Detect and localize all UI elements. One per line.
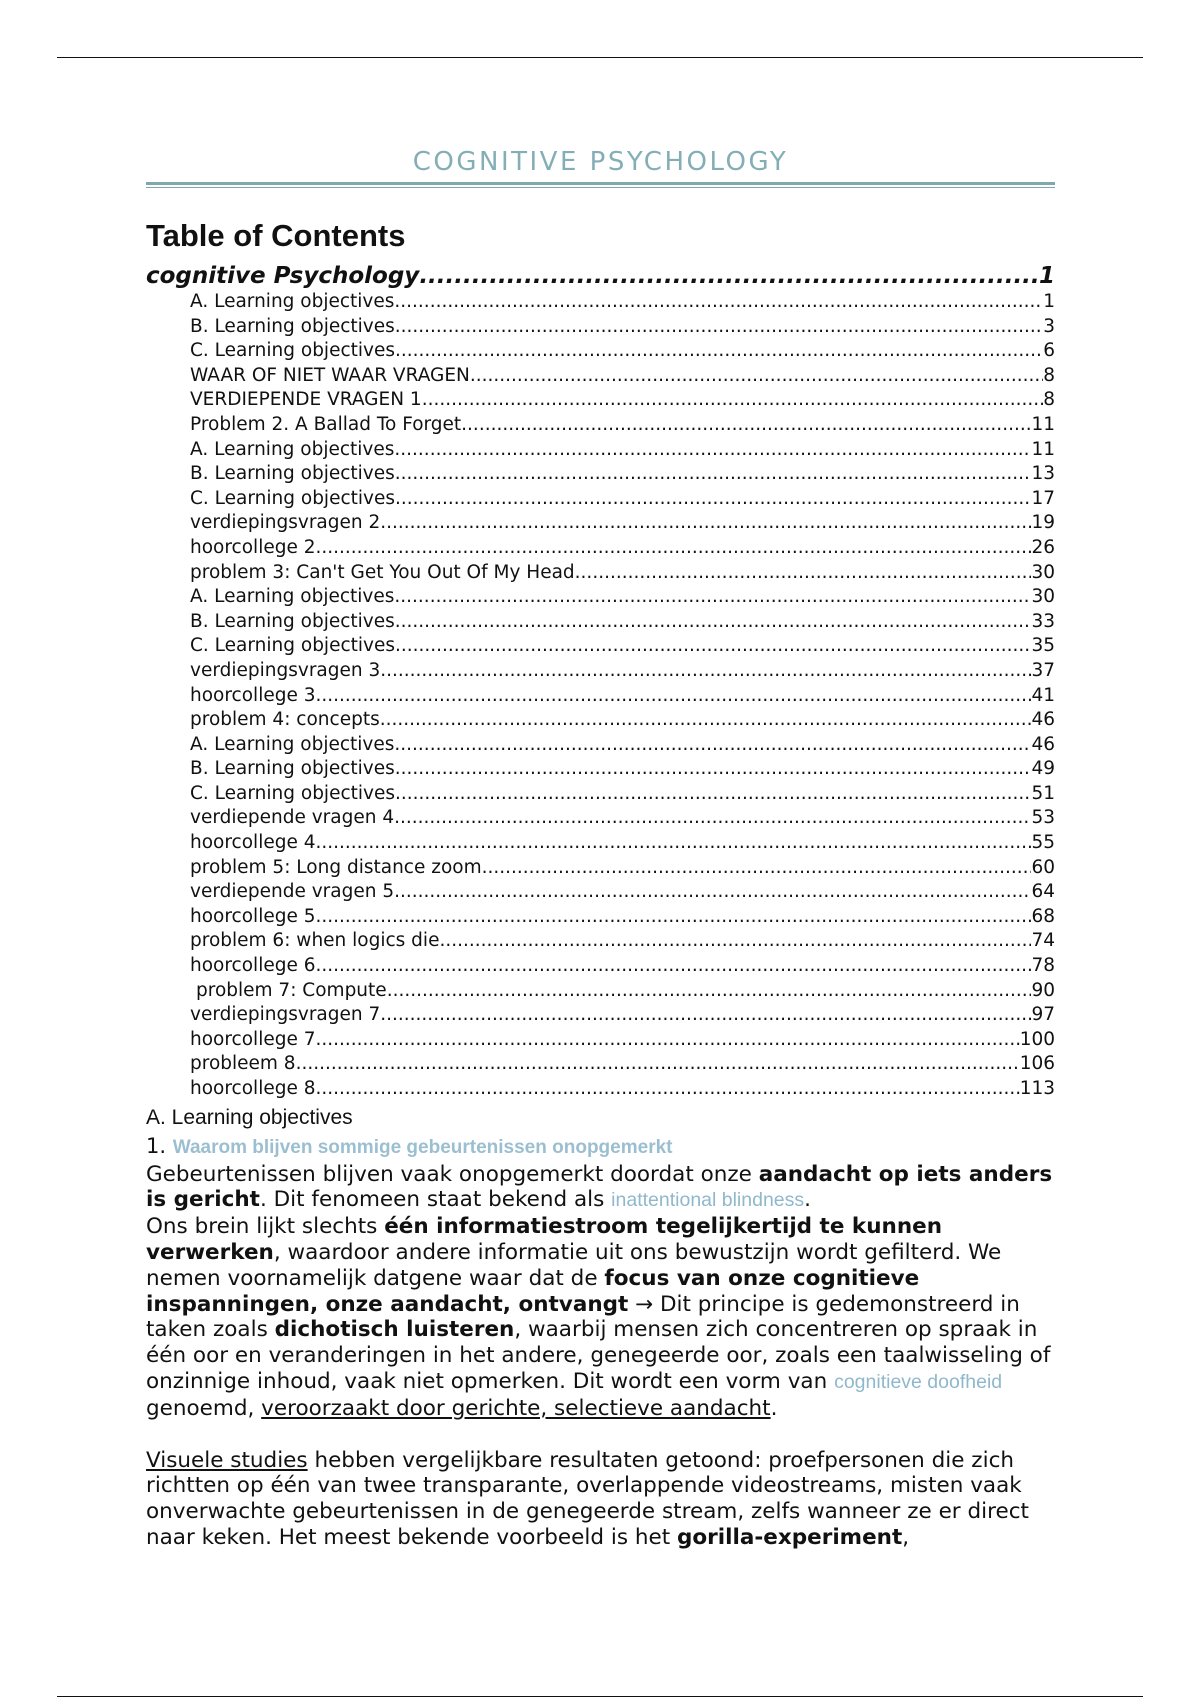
toc-leader-dots [316, 831, 1032, 856]
paragraph-3 [146, 1448, 1055, 1551]
toc-entry-title: hoorcollege 4 [190, 832, 316, 854]
toc-entry-title: verdiepingsvragen 7 [190, 1004, 381, 1026]
toc-entry-page: 3 [1043, 315, 1055, 337]
toc-entry-page: 8 [1043, 364, 1055, 386]
toc-leader-dots [575, 561, 1032, 586]
toc-leader-dots [395, 315, 1043, 340]
toc-entry-title: cognitive Psychology [146, 263, 420, 289]
toc-entry-page: 33 [1031, 610, 1055, 632]
toc-leader-dots [316, 1077, 1020, 1102]
toc-entry-page: 53 [1031, 807, 1055, 829]
toc-entry-page: 106 [1019, 1053, 1055, 1075]
toc-entry-page: 11 [1031, 413, 1055, 435]
bold-run: gorilla-experiment [676, 1524, 903, 1550]
toc-entry-title: C. Learning objectives [190, 487, 395, 509]
toc-entry-page: 46 [1031, 709, 1055, 731]
toc-heading: Table of Contents [146, 218, 406, 253]
toc-entry-title: probleem 8 [190, 1053, 296, 1075]
body-text [146, 1162, 1055, 1551]
toc-entry[interactable] [146, 536, 1055, 561]
toc-leader-dots [380, 1003, 1031, 1028]
text-run: . [770, 1395, 778, 1421]
toc-entry-title: verdiepende vragen 5 [190, 881, 395, 903]
question-line [146, 1132, 1055, 1162]
toc-entry-title: B. Learning objectives [190, 315, 395, 337]
toc-entry[interactable] [146, 438, 1055, 463]
toc-entry-page: 13 [1031, 463, 1055, 485]
toc-entry-title: VERDIEPENDE VRAGEN 1 [190, 389, 422, 411]
toc-entry-page: 46 [1031, 733, 1055, 755]
toc-entry-title: problem 4: concepts [190, 709, 380, 731]
toc-leader-dots [316, 1028, 1020, 1053]
text-run: Ons brein lijkt slechts [146, 1214, 385, 1240]
title-underline [146, 182, 1055, 185]
toc-main-entry[interactable] [146, 262, 1055, 290]
toc-leader-dots [395, 782, 1031, 807]
text-run: genoemd, [146, 1395, 262, 1421]
text-run: , waarbij mensen zich concentreren op spraak in één oor en veranderingen in het andere, genegeerde oor, zoals een taalwisseling of onzinnige inhoud, vaak niet opmerken. Dit wordt een vorm van [146, 1317, 1051, 1394]
toc-entry-page: 97 [1031, 1004, 1055, 1026]
toc-entry-title: hoorcollege 2 [190, 536, 316, 558]
toc-leader-dots [395, 487, 1031, 512]
toc-leader-dots [387, 979, 1032, 1004]
toc-entry-page: 51 [1031, 782, 1055, 804]
toc-leader-dots [470, 364, 1043, 389]
toc-entry-title: A. Learning objectives [190, 291, 395, 312]
header-rule [57, 57, 1143, 58]
toc-entry[interactable] [146, 733, 1055, 758]
toc-leader-dots [394, 290, 1043, 315]
toc-leader-dots [419, 262, 1039, 290]
toc-entry-title: B. Learning objectives [190, 463, 395, 485]
toc-entry[interactable] [146, 561, 1055, 586]
toc-entry-page: 55 [1031, 832, 1055, 854]
toc-entry-title: B. Learning objectives [190, 610, 395, 632]
toc-leader-dots [482, 856, 1032, 881]
toc-entry-page: 17 [1031, 487, 1055, 509]
toc-leader-dots [395, 757, 1032, 782]
toc-entry-title: verdiepingsvragen 2 [190, 512, 381, 534]
toc-entry-page: 49 [1031, 758, 1055, 780]
text-run: . [804, 1187, 811, 1213]
toc-entry[interactable] [146, 388, 1055, 413]
toc-entry[interactable] [146, 511, 1055, 536]
toc-leader-dots [394, 806, 1031, 831]
toc-leader-dots [394, 880, 1031, 905]
toc-entry-page: 74 [1031, 930, 1055, 952]
toc-entry[interactable] [146, 806, 1055, 831]
footer-rule [57, 1696, 1143, 1697]
toc-entry[interactable] [146, 708, 1055, 733]
toc-entry-title: hoorcollege 5 [190, 905, 316, 927]
toc-entry-page: 8 [1043, 389, 1055, 411]
toc-leader-dots [380, 511, 1031, 536]
toc-leader-dots [316, 536, 1032, 561]
toc-entry-title: problem 3: Can't Get You Out Of My Head [190, 561, 575, 583]
toc-entry[interactable] [146, 364, 1055, 389]
toc-leader-dots [395, 634, 1031, 659]
toc-entry[interactable] [146, 610, 1055, 635]
toc-entry[interactable] [146, 954, 1055, 979]
paragraph-gap [146, 1422, 1055, 1448]
toc-entry[interactable] [146, 659, 1055, 684]
toc-entry-title: Problem 2. A Ballad To Forget [190, 413, 462, 435]
toc-entry[interactable] [146, 905, 1055, 930]
toc-leader-dots [395, 610, 1032, 635]
toc-entry-title: problem 6: when logics die [190, 930, 440, 952]
toc-leader-dots [394, 438, 1031, 463]
document-content [146, 140, 1055, 1551]
bold-run: aandacht op iets anders is gericht [146, 1161, 1053, 1213]
toc-entry-title: verdiepingsvragen 3 [190, 659, 381, 681]
toc-entry-title: C. Learning objectives [190, 782, 395, 804]
title-underline-thin [146, 187, 1055, 188]
toc-entry-title: A. Learning objectives [190, 586, 395, 608]
toc-entry-title: C. Learning objectives [190, 635, 395, 657]
toc-leader-dots [394, 733, 1031, 758]
toc-leader-dots [395, 339, 1043, 364]
toc-entry-page: 41 [1031, 684, 1055, 706]
bold-run: focus van onze cognitieve inspanningen, onze aandacht, ontvangt [146, 1265, 920, 1317]
toc-entry[interactable] [146, 290, 1055, 315]
term-inattentional-blindness: inattentional blindness [611, 1189, 805, 1212]
toc-entry-title: C. Learning objectives [190, 340, 395, 362]
term-cognitieve-doofheid: cognitieve doofheid [834, 1370, 1003, 1393]
toc-entry[interactable] [146, 856, 1055, 881]
question-text: Waarom blijven sommige gebeurtenissen onopgemerkt [172, 1136, 673, 1158]
toc-leader-dots [316, 905, 1032, 930]
toc-entry[interactable] [146, 979, 1055, 1004]
text-run: . Dit fenomeen staat bekend als [259, 1187, 612, 1213]
toc-entry-page: 30 [1031, 586, 1055, 608]
toc-entry-page: 35 [1031, 635, 1055, 657]
toc-entry-page: 26 [1031, 536, 1055, 558]
toc-entry-page: 11 [1031, 438, 1055, 460]
toc-entry[interactable] [146, 1003, 1055, 1028]
toc-entry-page: 30 [1031, 561, 1055, 583]
toc-entry-title: A. Learning objectives [190, 733, 395, 755]
toc-entry-title: problem 5: Long distance zoom [190, 856, 482, 878]
toc-entry[interactable] [146, 831, 1055, 856]
toc-entry[interactable] [146, 634, 1055, 659]
toc-entry[interactable] [146, 1077, 1055, 1102]
toc-entry-page: 68 [1031, 905, 1055, 927]
toc-entry[interactable] [146, 880, 1055, 905]
toc-entry-title: verdiepende vragen 4 [190, 807, 395, 829]
underlined-run: Visuele studies [146, 1447, 308, 1473]
toc-leader-dots [296, 1052, 1020, 1077]
toc-leader-dots [380, 659, 1031, 684]
toc-entry[interactable] [146, 413, 1055, 438]
toc-leader-dots [461, 413, 1031, 438]
toc-leader-dots [439, 929, 1031, 954]
toc-entry[interactable] [146, 757, 1055, 782]
toc-entry-page: 19 [1031, 512, 1055, 534]
text-run: Gebeurtenissen blijven vaak onopgemerkt doordat onze [146, 1161, 759, 1187]
toc-entry-page: 113 [1019, 1078, 1055, 1099]
toc-leader-dots [316, 684, 1032, 709]
toc-entry[interactable] [146, 585, 1055, 610]
toc-entry-title: hoorcollege 8 [190, 1078, 316, 1099]
underlined-run: veroorzaakt door gerichte, selectieve aandacht [261, 1395, 771, 1421]
toc-entry[interactable] [146, 1052, 1055, 1077]
toc-entry-title: problem 7: Compute [196, 979, 387, 1001]
toc-entry[interactable] [146, 929, 1055, 954]
toc-leader-dots [395, 462, 1032, 487]
toc-entry-page: 78 [1031, 955, 1055, 977]
bold-run: dichotisch luisteren [274, 1317, 515, 1343]
toc-leader-dots [422, 388, 1044, 413]
toc-leader-dots [394, 585, 1031, 610]
toc-entry-title: WAAR OF NIET WAAR VRAGEN [190, 364, 470, 386]
toc-entry-title: A. Learning objectives [190, 438, 395, 460]
text-run: → Dit principe is gedemonstreerd in taken zoals [146, 1291, 1020, 1343]
paragraph-2 [146, 1214, 1055, 1421]
toc-entry[interactable] [146, 684, 1055, 709]
toc-entry[interactable] [146, 782, 1055, 807]
text-run: hebben vergelijkbare resultaten getoond: proefpersonen die zich richtten op één van twee transparante, overlappende videostreams, misten vaak onverwachte gebeurtenissen in de genegeerde stream, zelfs wanneer ze er direct naar keken. Het meest bekende voorbeeld is het [146, 1447, 1029, 1550]
toc-entry-page: 60 [1031, 856, 1055, 878]
toc-entry-page: 6 [1043, 340, 1055, 362]
toc-entry-page: 1 [1043, 291, 1055, 312]
text-run: , [902, 1524, 910, 1550]
toc-list [146, 290, 1055, 1102]
toc-entry[interactable] [146, 462, 1055, 487]
bold-run: één informatiestroom tegelijkertijd te kunnen verwerken [146, 1214, 943, 1265]
toc-entry-title: B. Learning objectives [190, 758, 395, 780]
text-run: , waardoor andere informatie uit ons bewustzijn wordt gefilterd. We nemen voornamelijk datgene waar dat de [146, 1239, 1002, 1291]
toc-leader-dots [380, 708, 1032, 733]
toc-entry-page: 1 [1038, 263, 1055, 289]
toc-entry[interactable] [146, 1028, 1055, 1053]
toc-entry[interactable] [146, 315, 1055, 340]
toc-entry[interactable] [146, 487, 1055, 512]
toc-entry-title: hoorcollege 3 [190, 684, 316, 706]
toc-leader-dots [316, 954, 1032, 979]
section-heading: A. Learning objectives [146, 1105, 353, 1129]
toc-entry-title: hoorcollege 6 [190, 955, 316, 977]
toc-entry-page: 64 [1031, 881, 1055, 903]
toc-entry[interactable] [146, 339, 1055, 364]
toc-entry-page: 90 [1031, 979, 1055, 1001]
toc-entry-title: hoorcollege 7 [190, 1028, 316, 1050]
toc-entry-page: 100 [1019, 1028, 1055, 1050]
paragraph-1 [146, 1162, 1055, 1215]
document-title: COGNITIVE PSYCHOLOGY [412, 147, 789, 177]
toc-entry-page: 37 [1031, 659, 1055, 681]
question-number: 1. [146, 1133, 167, 1158]
